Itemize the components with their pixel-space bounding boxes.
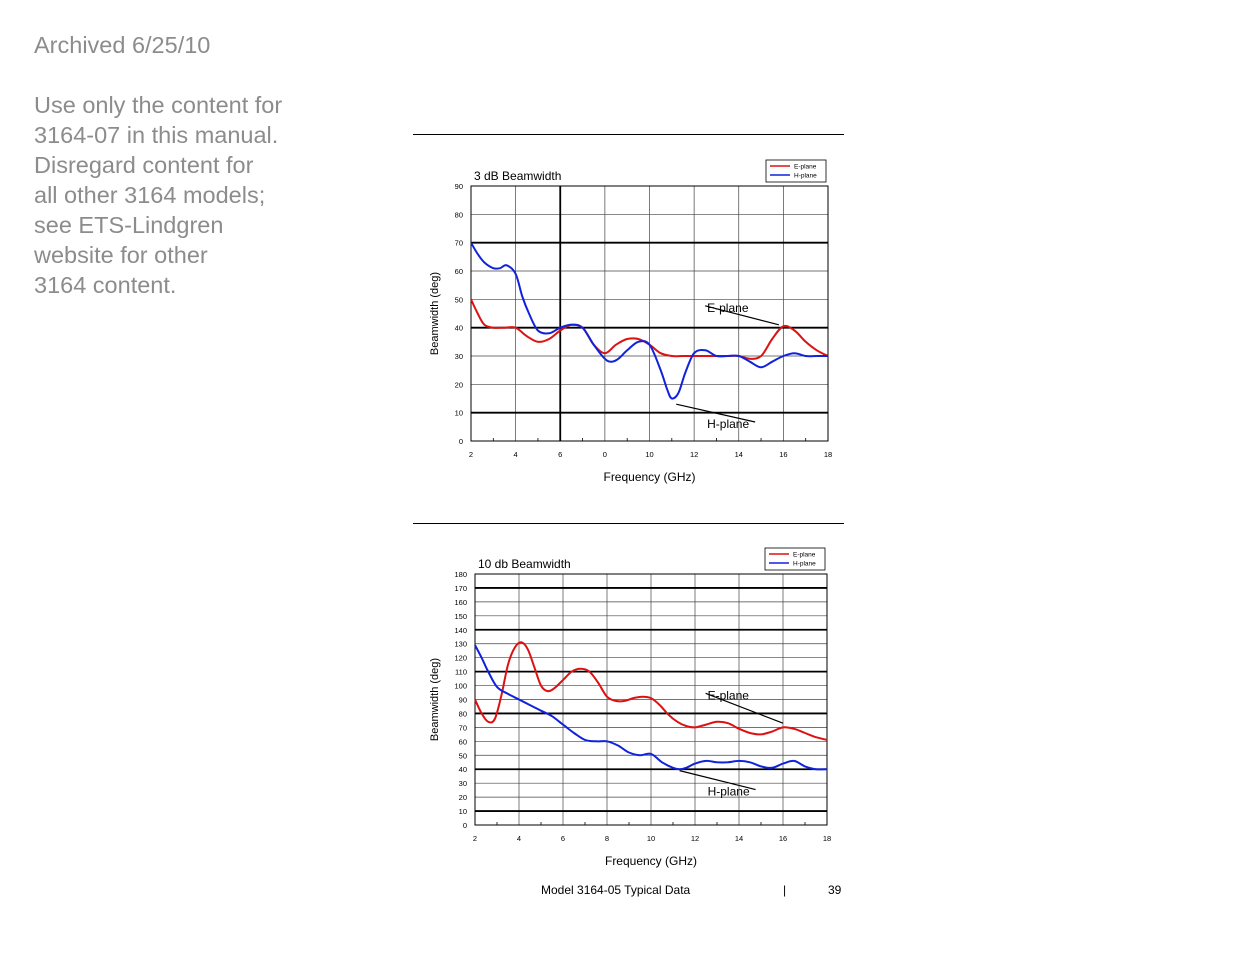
- x-tick-label: 16: [779, 450, 788, 459]
- y-tick-label: 70: [458, 723, 467, 733]
- x-tick-label: 12: [689, 450, 699, 459]
- y-tick-label: 170: [454, 583, 467, 593]
- y-tick-label: 40: [454, 323, 463, 333]
- y-axis-label: Beamwidth (deg): [429, 657, 441, 742]
- annotation-h-plane: H-plane: [707, 417, 750, 431]
- legend-entry: H-plane: [794, 172, 817, 180]
- x-axis-label: Frequency (GHz): [603, 470, 696, 484]
- notice-line: all other 3164 models;: [34, 182, 266, 208]
- y-tick-label: 10: [458, 807, 467, 817]
- annotation-h-plane: H-plane: [707, 784, 750, 799]
- legend-entry: E-plane: [793, 551, 816, 559]
- footer-model: Model 3164-05 Typical Data: [541, 883, 691, 897]
- x-tick-label: 2: [472, 834, 478, 843]
- legend-entry: H-plane: [793, 560, 816, 568]
- notice-line: Disregard content for: [34, 152, 254, 178]
- y-tick-label: 20: [454, 380, 463, 390]
- y-tick-label: 180: [454, 570, 467, 579]
- notice-line: 3164 content.: [34, 272, 177, 298]
- archive-notice: [34, 30, 324, 300]
- y-tick-label: 30: [454, 352, 463, 361]
- y-tick-label: 150: [454, 611, 467, 621]
- beamwidth-10db-chart: [420, 540, 840, 870]
- notice-line: see ETS-Lindgren: [34, 212, 224, 238]
- notice-line: 3164-07 in this manual.: [34, 122, 279, 148]
- top-rule-chart-1: [413, 134, 844, 135]
- y-axis-label: Beamwidth (deg): [429, 271, 441, 356]
- y-tick-label: 70: [454, 238, 463, 248]
- y-tick-label: 130: [454, 639, 467, 649]
- y-tick-label: 60: [454, 267, 463, 276]
- page-number: 39: [828, 883, 842, 897]
- y-tick-label: 30: [458, 779, 467, 789]
- x-tick-label: 6: [560, 834, 566, 843]
- y-tick-label: 0: [462, 821, 467, 830]
- y-tick-label: 10: [454, 408, 463, 418]
- x-tick-label: 14: [734, 450, 743, 459]
- chart-title: 3 dB Beamwidth: [474, 169, 562, 183]
- y-tick-label: 80: [458, 709, 467, 719]
- y-tick-label: 40: [458, 765, 467, 775]
- annotation-e-plane: E-plane: [707, 688, 749, 703]
- x-tick-label: 18: [823, 450, 833, 459]
- y-tick-label: 120: [454, 653, 467, 663]
- x-tick-label: 2: [468, 450, 474, 459]
- beamwidth-3db-chart: [420, 150, 840, 490]
- x-tick-label: 16: [778, 834, 788, 843]
- x-tick-label: 4: [516, 834, 522, 843]
- y-tick-label: 110: [455, 667, 467, 677]
- annotation-e-plane: E-plane: [707, 300, 749, 315]
- y-tick-label: 90: [458, 695, 467, 705]
- x-tick-label: 10: [645, 450, 654, 459]
- notice-line: website for other: [34, 242, 208, 268]
- y-tick-label: 80: [454, 210, 463, 220]
- x-axis-label: Frequency (GHz): [604, 854, 698, 868]
- notice-line: Use only the content for: [34, 92, 283, 118]
- top-rule-chart-2: [413, 523, 844, 524]
- x-tick-label: 0: [602, 450, 607, 459]
- y-tick-label: 160: [454, 597, 467, 607]
- y-tick-label: 50: [458, 751, 467, 761]
- y-tick-label: 100: [454, 681, 467, 691]
- x-tick-label: 14: [734, 834, 744, 843]
- y-tick-label: 20: [458, 793, 467, 803]
- x-tick-label: 6: [558, 450, 563, 459]
- x-tick-label: 8: [604, 834, 610, 843]
- y-tick-label: 140: [454, 625, 467, 635]
- y-tick-label: 50: [454, 295, 463, 305]
- archived-date: Archived 6/25/10: [34, 32, 211, 58]
- x-tick-label: 18: [822, 834, 832, 843]
- x-tick-label: 10: [646, 834, 656, 843]
- footer-separator: |: [783, 883, 787, 897]
- x-tick-label: 4: [513, 450, 518, 459]
- y-tick-label: 0: [458, 437, 463, 446]
- x-tick-label: 12: [690, 834, 700, 843]
- page-footer: [0, 883, 1235, 899]
- legend-entry: E-plane: [794, 163, 817, 171]
- chart-title: 10 db Beamwidth: [478, 557, 571, 571]
- y-tick-label: 90: [454, 182, 463, 191]
- y-tick-label: 60: [458, 737, 467, 747]
